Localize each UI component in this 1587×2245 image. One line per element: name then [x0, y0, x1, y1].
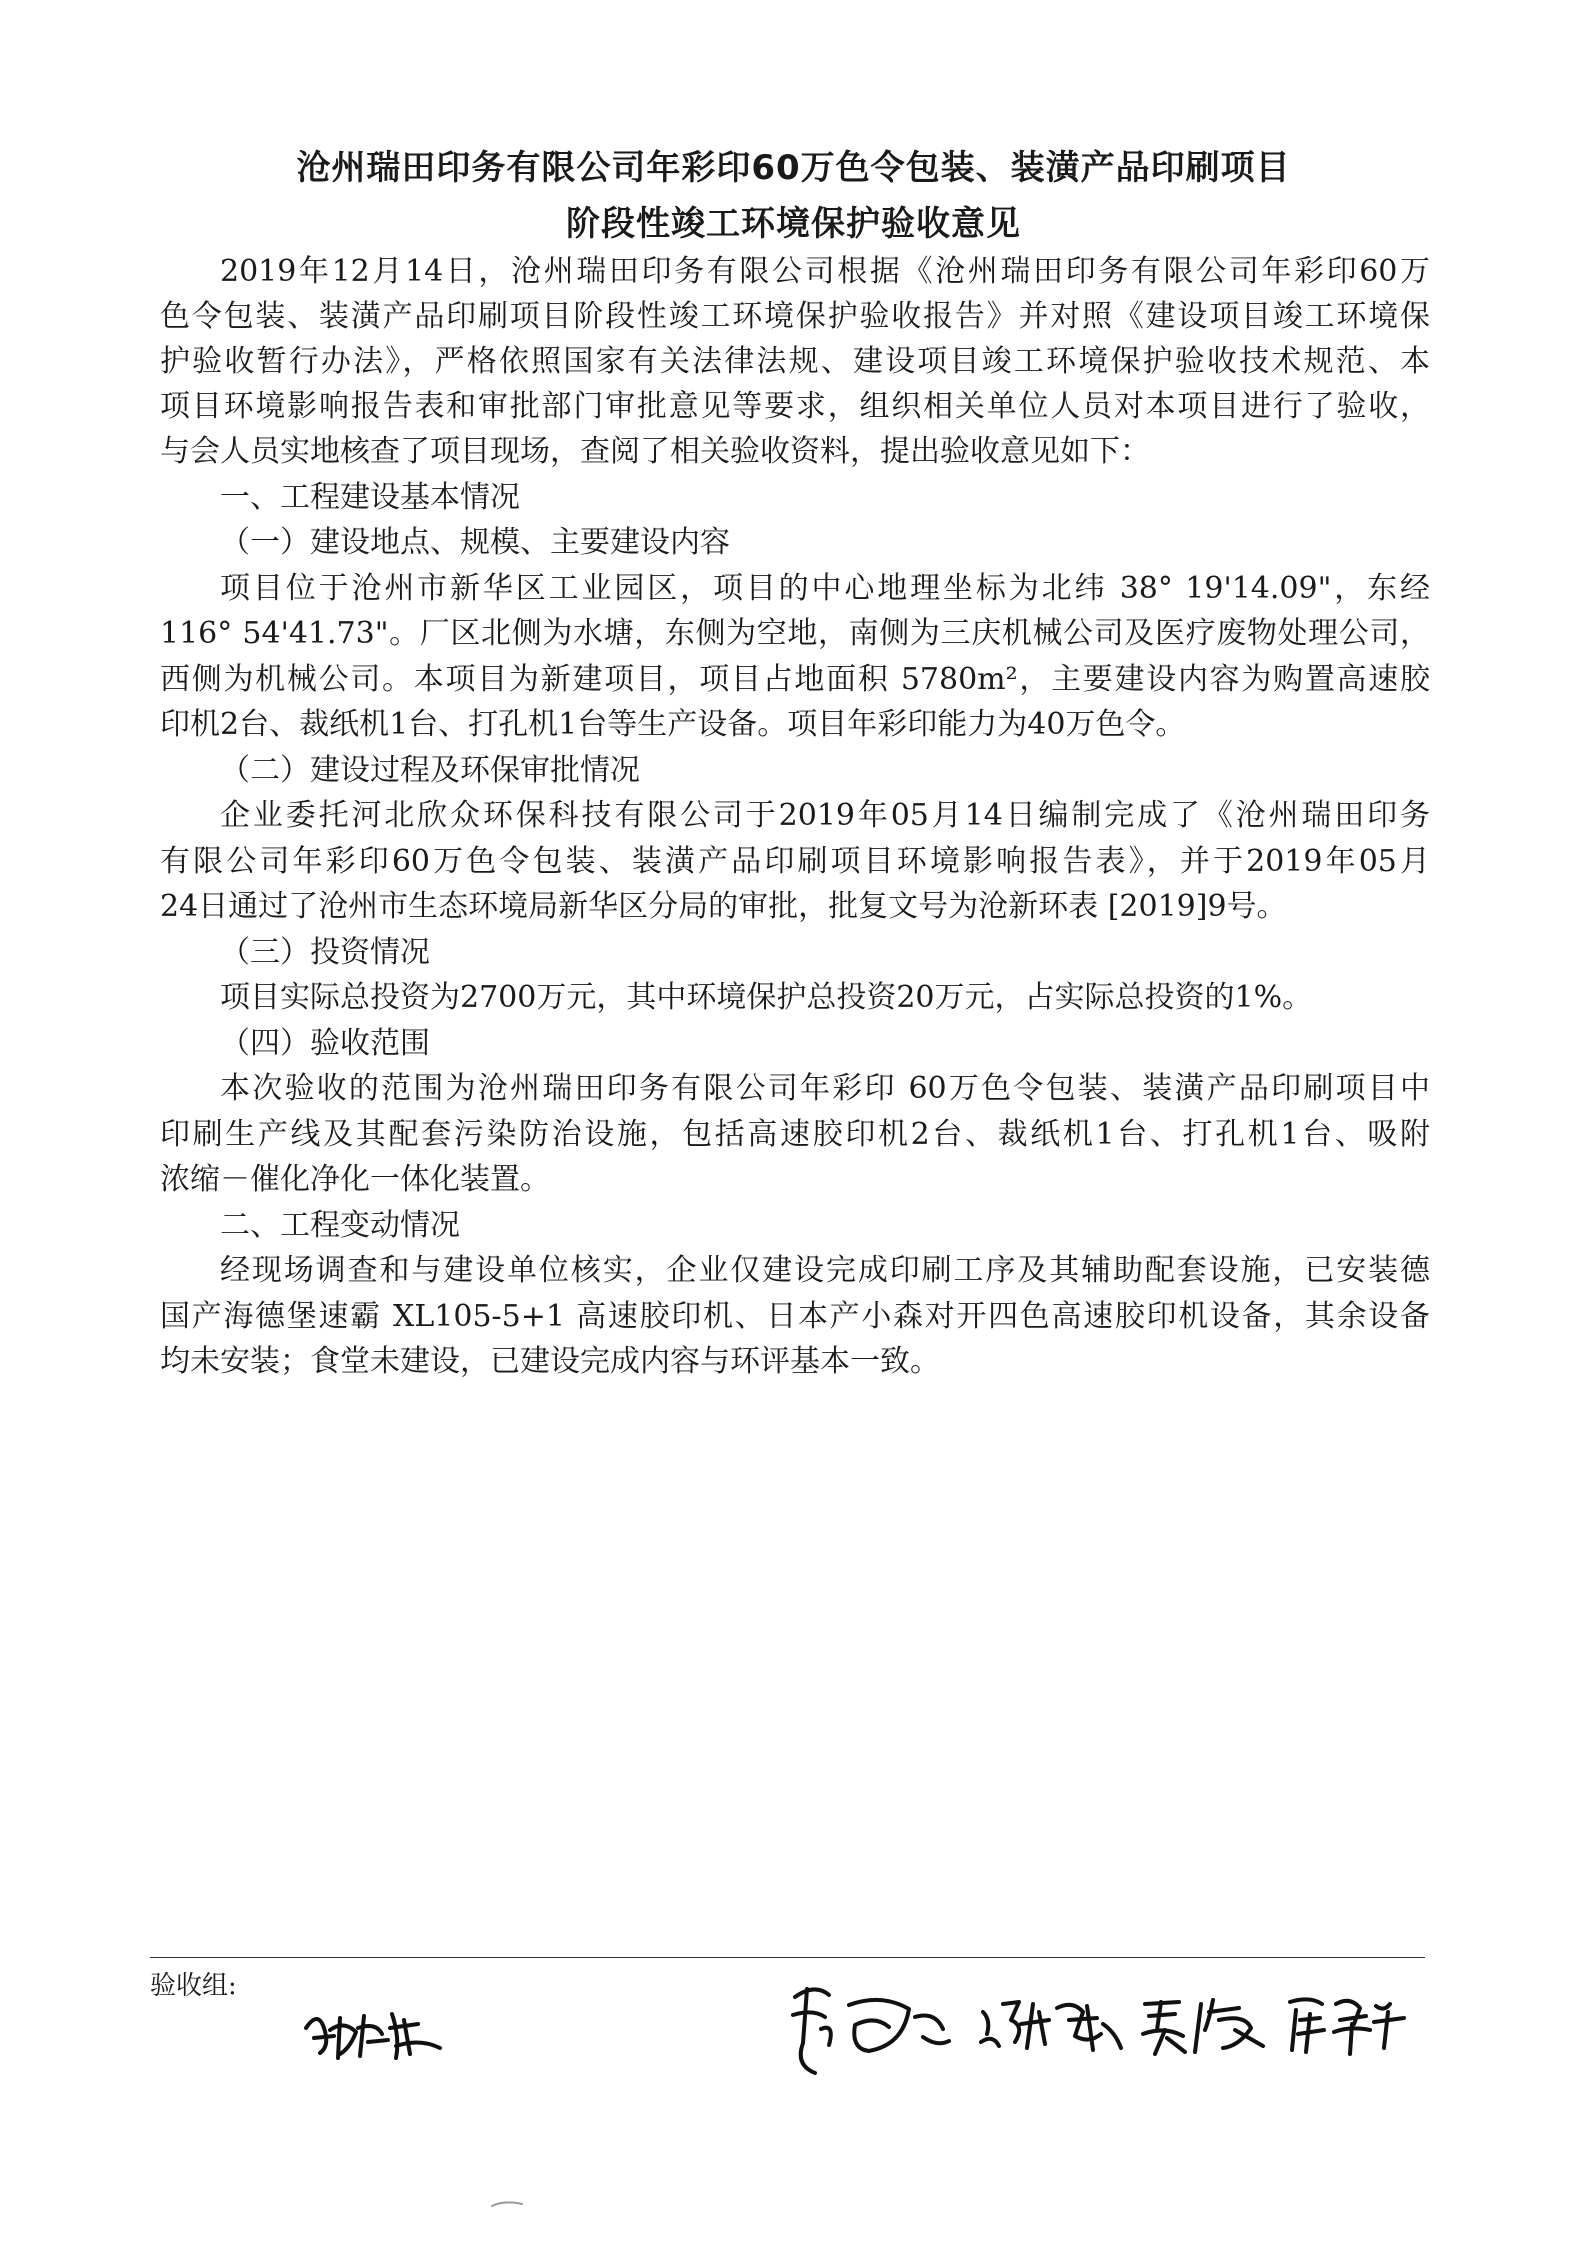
intro-line: 与会人员实地核查了项目现场，查阅了相关验收资料，提出验收意见如下： — [160, 434, 1150, 469]
document-title-line-1: 沧州瑞田印务有限公司年彩印60万色令包装、装潢产品印刷项目 — [296, 148, 1291, 188]
paragraph-line: 本次验收的范围为沧州瑞田印务有限公司年彩印 60万色令包装、装潢产品印刷项目中 — [220, 1071, 1430, 1106]
scan-mark — [488, 2198, 528, 2210]
paragraph-line: 项目实际总投资为2700万元，其中环境保护总投资20万元，占实际总投资的1%。 — [220, 980, 1313, 1015]
paragraph-line: 均未安装；食堂未建设，已建设完成内容与环评基本一致。 — [160, 1344, 940, 1379]
signature-4-handwriting — [1135, 1990, 1275, 2060]
subsection-heading: （一）建设地点、规模、主要建设内容 — [220, 525, 730, 560]
signature-divider — [150, 1957, 1425, 1958]
section-heading: 二、工程变动情况 — [220, 1208, 460, 1243]
signature-3-handwriting — [975, 1990, 1125, 2060]
intro-line: 项目环境影响报告表和审批部门审批意见等要求，组织相关单位人员对本项目进行了验收， — [160, 389, 1430, 424]
paragraph-line: 项目位于沧州市新华区工业园区，项目的中心地理坐标为北纬 38° 19'14.09"，东经 — [220, 571, 1430, 606]
intro-line: 2019年12月14日，沧州瑞田印务有限公司根据《沧州瑞田印务有限公司年彩印60万 — [220, 254, 1430, 289]
document-title-line-2: 阶段性竣工环境保护验收意见 — [566, 204, 1021, 244]
paragraph-line: 经现场调查和与建设单位核实，企业仅建设完成印刷工序及其辅助配套设施，已安装德 — [220, 1253, 1430, 1288]
subsection-heading: （二）建设过程及环保审批情况 — [220, 753, 640, 788]
paragraph-line: 有限公司年彩印60万色令包装、装潢产品印刷项目环境影响报告表》，并于2019年05月 — [160, 844, 1430, 879]
paragraph-line: 西侧为机械公司。本项目为新建项目，项目占地面积 5780m²，主要建设内容为购置高速胶 — [160, 662, 1430, 697]
subsection-heading: （四）验收范围 — [220, 1026, 430, 1061]
section-heading: 一、工程建设基本情况 — [220, 480, 520, 515]
intro-line: 护验收暂行办法》，严格依照国家有关法律法规、建设项目竣工环境保护验收技术规范、本 — [160, 344, 1430, 379]
signature-5-handwriting — [1280, 1990, 1410, 2060]
paragraph-line: 国产海德堡速霸 XL105-5+1 高速胶印机、日本产小森对开四色高速胶印机设备，其余设备 — [160, 1299, 1430, 1334]
intro-line: 色令包装、装潢产品印刷项目阶段性竣工环境保护验收报告》并对照《建设项目竣工环境保 — [160, 299, 1430, 334]
subsection-heading: （三）投资情况 — [220, 935, 430, 970]
acceptance-group-label: 验收组: — [150, 1971, 237, 2001]
paragraph-line: 印机2台、裁纸机1台、打孔机1台等生产设备。项目年彩印能力为40万色令。 — [160, 707, 1186, 742]
paragraph-line: 116° 54'41.73"。厂区北侧为水塘，东侧为空地，南侧为三庆机械公司及医疗废物处理公司， — [160, 616, 1430, 651]
paragraph-line: 24日通过了沧州市生态环境局新华区分局的审批，批复文号为沧新环表 [2019]9号。 — [160, 889, 1287, 924]
signature-1-handwriting — [300, 1998, 450, 2068]
paragraph-line: 企业委托河北欣众环保科技有限公司于2019年05月14日编制完成了《沧州瑞田印务 — [220, 798, 1430, 833]
paragraph-line: 浓缩－催化净化一体化装置。 — [160, 1162, 550, 1197]
paragraph-line: 印刷生产线及其配套污染防治设施，包括高速胶印机2台、裁纸机1台、打孔机1台、吸附 — [160, 1117, 1430, 1152]
signature-2-handwriting — [785, 1975, 955, 2080]
